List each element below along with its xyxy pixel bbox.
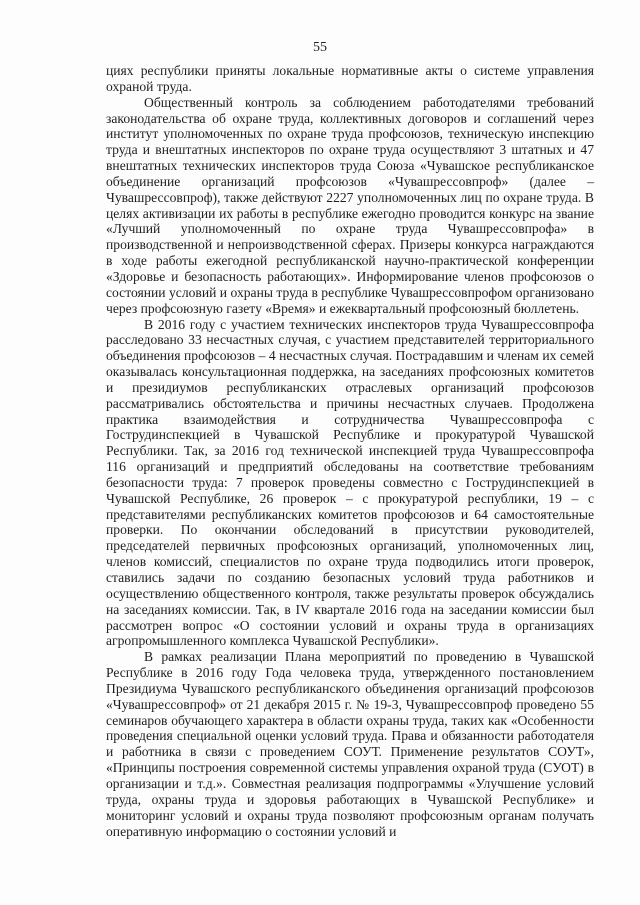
page-number: 55 bbox=[313, 40, 327, 55]
paragraph-year-of-labor-plan: В рамках реализации Плана мероприятий по проведению в Чувашской Республике в 2016 году Года человека труда, утвержденного постановлением Президиума Чувашского республиканского объединения организаций профсоюзов «Чувашрессовпроф» от 21 декабря 2015 г. № 19-3, Чувашрессовпроф проведено 55 семинаров обучающего характера в области охраны труда, таких как «Особенности проведения специальной оценки условий труда. Права и обязанности работодателя и работника в связи с проведением СОУТ. Применение результатов СОУТ», «Принципы построения современной системы управления охраной труда (СУОТ) в организации и т.д.». Совместная реализация подпрограммы «Улучшение условий труда, охраны труда и здоровья работающих в Чувашской Республике» и мониторинг условий и охраны труда позволяют профсоюзным органам получать оперативную информацию о состоянии условий и bbox=[106, 649, 594, 839]
paragraph-continuation: циях республики приняты локальные нормативные акты о системе управления охраной труда. bbox=[106, 63, 594, 94]
paragraph-accident-investigation: В 2016 году с участием технических инспекторов труда Чувашрессовпрофа расследовано 33 несчастных случая, с участием представителей территориального объединения профсоюзов – 4 несчастных случая. Пострадавшим и членам их семей оказывалась консультационная поддержка, на заседаниях профсоюзных комитетов и президиумов республиканских отраслевых организаций профсоюзов рассматривались обстоятельства и причины несчастных случаев. Продолжена практика взаимодействия и сотрудничества Чувашрессовпрофа с Гострудинспекцией в Чувашской Республике и прокуратурой Чувашской Республики. Так, за 2016 год технической инспекцией труда Чувашрессовпрофа 116 организаций и предприятий обследованы на соответствие требованиям безопасности труда: 7 проверок проведены совместно с Гострудинспекцией в Чувашской Республике, 26 проверок – с прокуратурой республики, 19 – с представителями республиканских комитетов профсоюзов и 64 самостоятельные проверки. По окончании обследований в присутствии руководителей, председателей первичных профсоюзных организаций, уполномоченных лиц, членов комиссий, специалистов по охране труда подводились итоги проверок, ставились задачи по созданию безопасных условий труда работников и осуществлению общественного контроля, также результаты проверок обсуждались на заседаниях комиссии. Так, в IV квартале 2016 года на заседании комиссии был рассмотрен вопрос «О состоянии условий и охраны труда в организациях агропромышленного комплекса Чувашской Республики». bbox=[106, 316, 594, 649]
paragraph-public-control: Общественный контроль за соблюдением работодателями требований законодательства об охране труда, коллективных договоров и соглашений через институт уполномоченных по охране труда профсоюзов, техническую инспекцию труда и внештатных инспекторов по охране труда осуществляют 3 штатных и 47 внештатных технических инспекторов труда Союза «Чувашское республиканское объединение организаций профсоюзов «Чувашрессовпроф» (далее – Чувашрессовпроф), также действуют 2227 уполномоченных лиц по охране труда. В целях активизации их работы в республике ежегодно проводится конкурс на звание «Лучший уполномоченный по охране труда Чувашрессовпрофа» в производственной и непроизводственной сферах. Призеры конкурса награждаются в ходе работы ежегодной республиканской научно-практической конференции «Здоровье и безопасность работающих». Информирование членов профсоюзов о состоянии условий и охраны труда в республике Чувашрессовпрофом организовано через профсоюзную газету «Время» и ежеквартальный профсоюзный бюллетень. bbox=[106, 94, 594, 316]
body-text bbox=[106, 63, 594, 839]
